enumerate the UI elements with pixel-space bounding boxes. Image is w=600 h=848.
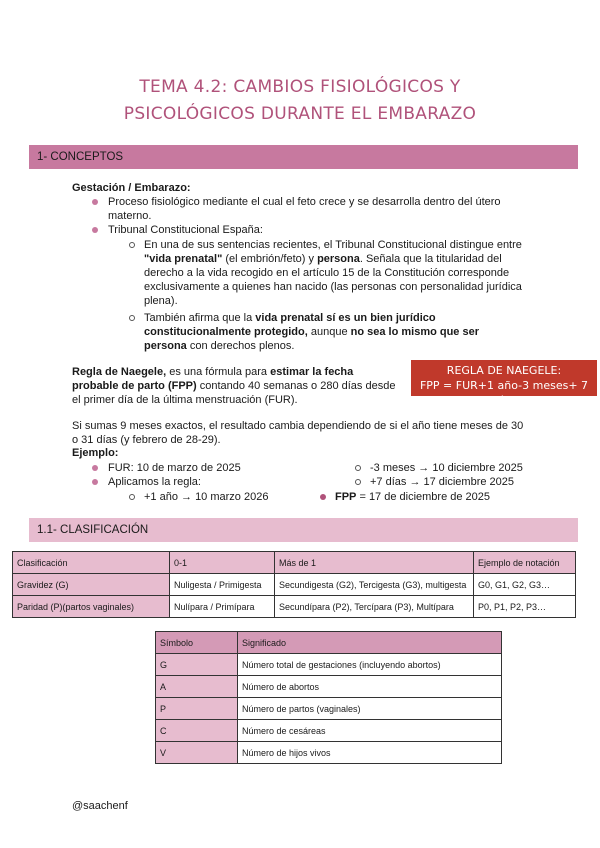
bold-fragment: constitucionalmente protegido,: [144, 326, 308, 338]
vida-prenatal-line-3: [144, 339, 294, 353]
table-cell: Número de abortos: [238, 676, 502, 698]
gestacion-definition-line-2: materno.: [108, 210, 152, 222]
table-row: [156, 742, 502, 764]
text-fragment: es una fórmula para: [166, 366, 271, 378]
bullet-icon: [92, 465, 98, 471]
naegele-box-formula: FPP = FUR+1 año-3 meses+ 7 días: [419, 379, 589, 407]
table-cell: P0, P1, P2, P3…: [474, 596, 576, 618]
table-cell: Secundigesta (G2), Tercigesta (G3), multigesta: [275, 574, 474, 596]
table-header-cell: Más de 1: [275, 552, 474, 574]
table-cell: Número de cesáreas: [238, 720, 502, 742]
bullet-icon: [320, 494, 326, 500]
table-cell: Gravidez (G): [13, 574, 170, 596]
table-cell: Paridad (P)(partos vaginales): [13, 596, 170, 618]
table-header-row: [13, 552, 576, 574]
hollow-bullet-icon: [129, 315, 135, 321]
classification-table: [12, 551, 576, 618]
example-step-months: -3 meses → 10 diciembre 2025: [370, 462, 523, 474]
naegele-intro-line-1: [72, 365, 353, 379]
table-cell: G: [156, 654, 238, 676]
bold-fragment: probable de parto (FPP): [72, 380, 197, 392]
table-cell: Número total de gestaciones (incluyendo abortos): [238, 654, 502, 676]
bullet-icon: [92, 227, 98, 233]
table-header-cell: 0-1: [170, 552, 275, 574]
table-row: [156, 676, 502, 698]
table-cell: Nuligesta / Primigesta: [170, 574, 275, 596]
naegele-note-line-1: Si sumas 9 meses exactos, el resultado cambia dependiendo de si el año tiene meses de 30: [72, 420, 524, 432]
bold-fragment: no sea lo mismo que ser: [350, 326, 479, 338]
persona-term: persona: [317, 253, 360, 265]
bold-fragment: estimar la fecha: [270, 366, 354, 378]
bullet-icon: [92, 199, 98, 205]
fpp-value: = 17 de diciembre de 2025: [356, 491, 491, 503]
tribunal-sentence-line-2: [144, 252, 502, 266]
fpp-label: FPP: [335, 491, 357, 503]
tribunal-sentence-line-5: plena).: [144, 295, 178, 307]
naegele-box-title: REGLA DE NAEGELE:: [446, 364, 562, 377]
hollow-bullet-icon: [355, 465, 361, 471]
text-fragment: contando 40 semanas o 280 días desde: [196, 380, 396, 392]
vida-prenatal-term: "vida prenatal": [144, 253, 223, 265]
table-header-cell: Clasificación: [13, 552, 170, 574]
text-fragment: También afirma que la: [144, 312, 256, 324]
tribunal-heading: Tribunal Constitucional España:: [108, 224, 263, 236]
gestacion-heading: Gestación / Embarazo:: [72, 182, 191, 194]
example-apply: Aplicamos la regla:: [108, 476, 201, 488]
table-cell: Secundípara (P2), Tercípara (P3), Multípara: [275, 596, 474, 618]
example-heading: Ejemplo:: [72, 447, 119, 459]
naegele-intro-line-2: [72, 379, 395, 393]
naegele-note-line-2: o 31 días (y febrero de 28-29).: [72, 434, 221, 446]
table-header-cell: Significado: [238, 632, 502, 654]
example-fpp-result: [335, 490, 490, 504]
example-step-days: +7 días → 17 diciembre 2025: [370, 476, 515, 488]
table-cell: V: [156, 742, 238, 764]
table-row: [13, 596, 576, 618]
table-cell: G0, G1, G2, G3…: [474, 574, 576, 596]
bold-fragment: Regla de Naegele,: [72, 366, 167, 378]
bold-fragment: persona: [144, 340, 187, 352]
page-title-line-1: TEMA 4.2: CAMBIOS FISIOLÓGICOS Y: [139, 77, 461, 97]
example-fur: FUR: 10 de marzo de 2025: [108, 462, 241, 474]
text-fragment: aunque: [307, 326, 351, 338]
hollow-bullet-icon: [355, 479, 361, 485]
example-step-year: +1 año → 10 marzo 2026: [144, 491, 269, 503]
vida-prenatal-line-2: [144, 325, 479, 339]
symbols-table: [155, 631, 502, 764]
naegele-intro-line-3: el primer día de la última menstruación (FUR).: [72, 394, 298, 406]
hollow-bullet-icon: [129, 242, 135, 248]
table-row: [156, 654, 502, 676]
table-row: [13, 574, 576, 596]
section-heading-conceptos: 1- CONCEPTOS: [29, 145, 578, 169]
table-row: [156, 720, 502, 742]
table-row: [156, 698, 502, 720]
text-fragment: . Señala que la titularidad del: [359, 253, 502, 265]
tribunal-sentence-line-4: exclusivamente a quienes han nacido (las personas con personalidad jurídica: [144, 281, 522, 293]
text-fragment: con derechos plenos.: [186, 340, 295, 352]
vida-prenatal-line-1: [144, 311, 436, 325]
table-cell: P: [156, 698, 238, 720]
table-cell: Número de hijos vivos: [238, 742, 502, 764]
text-fragment: (el embrión/feto) y: [222, 253, 318, 265]
gestacion-definition-line-1: Proceso fisiológico mediante el cual el feto crece y se desarrolla dentro del útero: [108, 196, 501, 208]
author-handle: @saachenf: [72, 800, 128, 812]
tribunal-sentence-line-1: En una de sus sentencias recientes, el Tribunal Constitucional distingue entre: [144, 239, 522, 251]
hollow-bullet-icon: [129, 494, 135, 500]
tribunal-sentence-line-3: derecho a la vida recogido en el artículo 15 de la Constitución corresponde: [144, 267, 510, 279]
table-header-cell: Símbolo: [156, 632, 238, 654]
page-title-line-2: PSICOLÓGICOS DURANTE EL EMBARAZO: [123, 104, 477, 124]
table-cell: Número de partos (vaginales): [238, 698, 502, 720]
table-cell: Nulípara / Primípara: [170, 596, 275, 618]
naegele-formula-box: [411, 360, 597, 407]
section-heading-clasificacion: 1.1- CLASIFICACIÓN: [29, 518, 578, 542]
table-header-row: [156, 632, 502, 654]
table-cell: A: [156, 676, 238, 698]
table-cell: C: [156, 720, 238, 742]
bullet-icon: [92, 479, 98, 485]
table-header-cell: Ejemplo de notación: [474, 552, 576, 574]
bold-fragment: vida prenatal sí es un bien jurídico: [255, 312, 436, 324]
